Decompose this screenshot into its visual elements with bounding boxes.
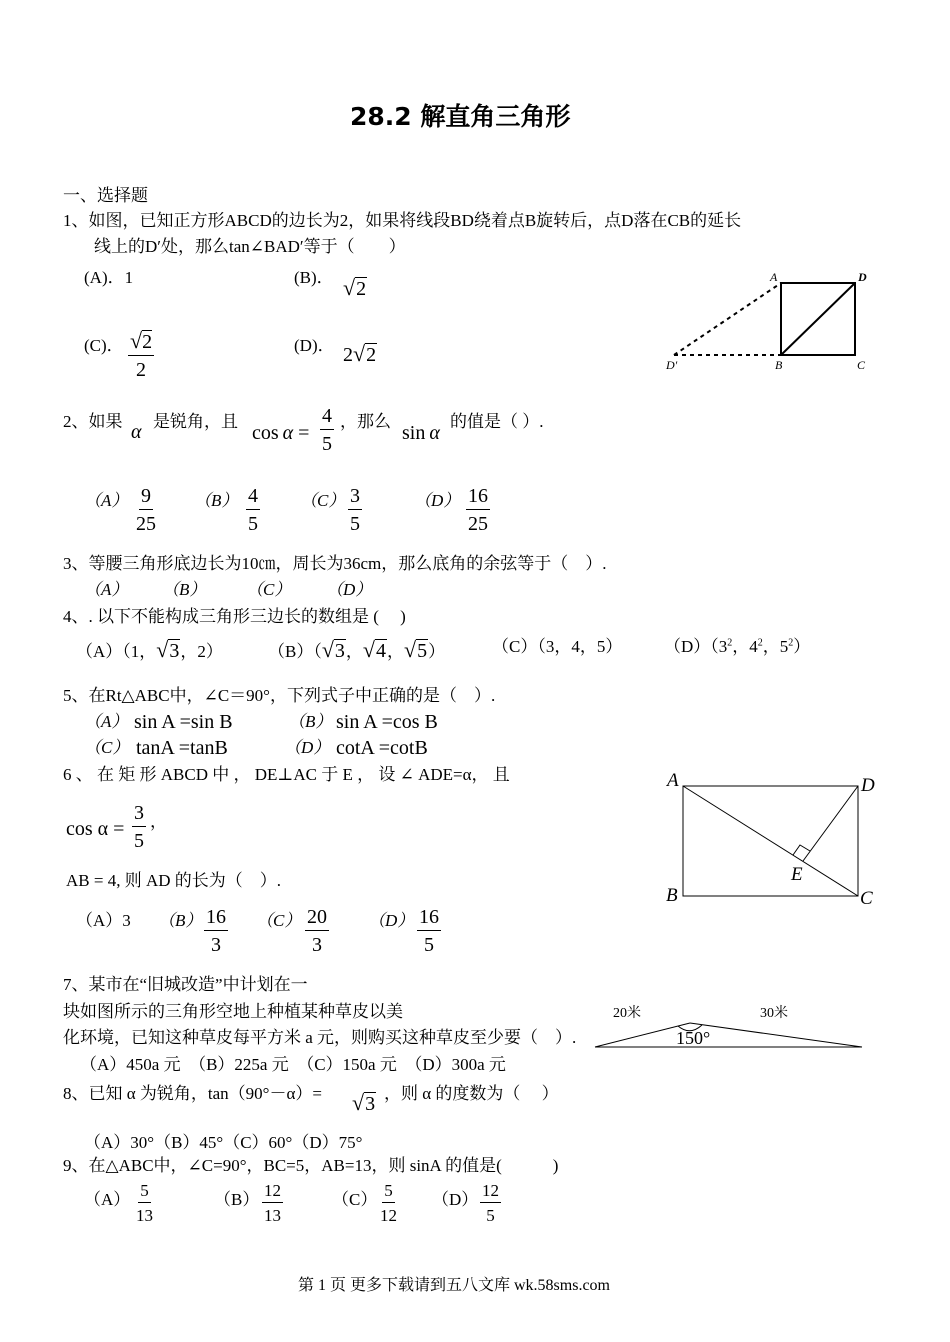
q5-opt-d-label: （D） — [284, 738, 331, 757]
q2-opt-b-label: （B） — [194, 491, 239, 510]
q9-opt-b-frac — [262, 1182, 283, 1224]
q2-opt-a-label: （A） — [84, 491, 129, 510]
q6-opt-c-num: 20 — [305, 907, 329, 931]
q6-opt-d-frac — [417, 907, 441, 955]
q1-option-a: (A)．1 — [84, 268, 134, 287]
q9-opt-b-den: 13 — [264, 1206, 281, 1225]
q9-opt-a-den: 13 — [136, 1206, 153, 1225]
q6-opt-b-label: （B） — [158, 911, 203, 930]
q6-comma: ， — [150, 812, 167, 831]
q1-option-b-label: (B)． — [294, 268, 334, 287]
q9-opt-c-den: 12 — [380, 1206, 397, 1225]
q9-opt-d-label: （D） — [432, 1190, 479, 1209]
diagonal-ac — [683, 786, 858, 896]
q3-opt-b: （B） — [162, 580, 207, 599]
q1-line1: 1、如图，已知正方形ABCD的边长为2，如果将线段BD绕着点B旋转后，点D落在CB的延长 — [63, 211, 742, 230]
q8-options: （A）30°（B）45°（C）60°（D）75° — [84, 1133, 363, 1152]
q6-opt-d-num: 16 — [417, 907, 441, 931]
q2-given-frac — [320, 406, 334, 454]
q8-post: ，则 α 的度数为（ ） — [384, 1084, 559, 1103]
q2-opt-c-label: （C） — [300, 491, 346, 510]
q2-sin-fn: sin — [402, 422, 426, 444]
q4-opt-b: （B）（√3，√4，√5） — [268, 637, 446, 662]
q9-opt-a-label: （A） — [84, 1190, 131, 1209]
dashed-ad-prime — [674, 283, 781, 355]
diagonal-bd — [781, 283, 855, 355]
q2-opt-d-frac — [466, 486, 490, 534]
q2-opt-b-num: 4 — [246, 486, 260, 510]
q6-cos-num: 3 — [132, 803, 146, 827]
q6-opt-d-den: 5 — [424, 934, 434, 956]
q4-text: 4、. 以下不能构成三角形三边长的数组是 ( ) — [63, 607, 406, 626]
q1-option-b-sqrt: √2 — [343, 275, 367, 300]
q4-b-sep2: ， — [387, 642, 404, 661]
page-footer: 第 1 页 更多下载请到五八文库 wk.58sms.com — [298, 1277, 611, 1294]
q2-opt-a-num: 9 — [139, 486, 153, 510]
q4-b-end: ） — [428, 642, 446, 661]
q2-opt-d-num: 16 — [466, 486, 490, 510]
q7-line2: 块如图所示的三角形空地上种植某种草皮以美 — [63, 1002, 403, 1021]
q4-a-pre: （A）（1， — [76, 642, 157, 661]
q5-opt-d-expr: cotA =cotB — [336, 737, 428, 759]
q2-opt-b-frac — [246, 486, 260, 534]
q1-option-d-label: (D)． — [294, 336, 335, 355]
q8-radicand: 3 — [365, 1093, 376, 1115]
section-heading: 一、选择题 — [63, 186, 148, 205]
q6-cos: cos α = — [66, 818, 125, 840]
q3-opt-d: （D） — [326, 580, 373, 599]
q2-cos — [252, 421, 309, 445]
q4-opt-d — [664, 637, 810, 657]
page-title: 28.2 解直角三角形 — [350, 102, 571, 131]
q7-line3: 化环境，已知这种草皮每平方米 a 元，则购买这种草皮至少要（ ）. — [63, 1028, 577, 1047]
q5-opt-b-expr: sin A =cos B — [336, 711, 438, 733]
q7-fig-label-left: 20米 — [613, 1006, 641, 1021]
q8-sqrt: √3 — [352, 1090, 376, 1115]
q6-opt-d-label: （D） — [368, 911, 415, 930]
q7-fig-label-right: 30米 — [760, 1006, 788, 1021]
q4-b-r1: 3 — [334, 640, 345, 662]
q2-sin-alpha: α — [429, 422, 440, 444]
q6-fig-label-a: A — [667, 770, 679, 791]
q4-d-sup3: 2 — [788, 637, 794, 649]
q6-fig-label-e: E — [791, 864, 803, 885]
q1-c-num: 2 — [142, 331, 153, 353]
q2-opt-c-num: 3 — [348, 486, 362, 510]
q2-pre: 2、如果 — [63, 412, 123, 431]
q2-opt-c-den: 5 — [350, 513, 360, 535]
q6-opt-c-den: 3 — [312, 934, 322, 956]
q2-mid: 是锐角，且 — [153, 412, 238, 431]
segment-de — [803, 786, 858, 861]
q3-text: 3、等腰三角形底边长为10㎝，周长为36cm，那么底角的余弦等于（ ）. — [63, 554, 607, 573]
q1-option-d-expr: 2√2 — [343, 341, 377, 366]
q5-opt-c-expr: tanA =tanB — [136, 737, 228, 759]
q2-opt-d-den: 25 — [468, 513, 488, 535]
q1-option-c-label: (C)． — [84, 336, 124, 355]
q4-b-pre: （B）（ — [268, 642, 322, 661]
q1-fig-label-c: C — [857, 358, 866, 372]
q4-d-sup2: 2 — [757, 637, 763, 649]
q9-opt-b-num: 12 — [262, 1182, 283, 1203]
q4-d-pre: （D）（3 — [664, 637, 728, 656]
q9-text: 9、在△ABC中，∠C=90°，BC=5，AB=13，则 sinA 的值是( ) — [63, 1156, 559, 1175]
q1-d-coef: 2 — [343, 344, 353, 366]
q4-opt-a: （A）（1，√3，2） — [76, 637, 223, 662]
q1-square-figure — [662, 268, 882, 378]
q4-d-end: ） — [793, 637, 811, 656]
q6-line1: 6 、 在 矩 形 ABCD 中 ， DE⊥AC 于 E ， 设 ∠ ADE=α， 且 — [63, 765, 510, 784]
q2-comma: ，那么 — [340, 412, 391, 431]
q6-line3: AB = 4, 则 AD 的长为（ ）. — [66, 871, 282, 890]
q1-fig-label-dprime: D' — [666, 358, 678, 372]
q6-fig-label-d: D — [861, 775, 875, 796]
q4-d-mid2: ，5 — [762, 637, 789, 656]
q1-d-radicand: 2 — [366, 344, 377, 366]
q2-post: 的值是（ ）. — [450, 412, 544, 431]
q6-cos-frac — [132, 803, 146, 851]
q4-b-sep1: ， — [345, 642, 363, 661]
q7-line1: 7、某市在“旧城改造”中计划在一 — [63, 975, 308, 994]
q5-opt-c-label: （C） — [84, 738, 130, 757]
q1-line2: 线上的D′处，那么tan∠BAD′等于（ ） — [94, 237, 406, 256]
q2-opt-c-frac — [348, 486, 362, 534]
q9-opt-d-frac — [480, 1182, 501, 1224]
q7-triangle-figure — [590, 1020, 865, 1055]
q1-fig-label-b: B — [775, 358, 783, 372]
q2-cos-alpha: α — [282, 422, 294, 444]
q2-opt-a-den: 25 — [136, 513, 156, 535]
right-angle-mark — [793, 845, 810, 855]
q6-fig-label-b: B — [666, 885, 678, 906]
q9-opt-d-den: 5 — [486, 1206, 495, 1225]
q4-b-r2: 4 — [376, 640, 386, 662]
q6-cos-den: 5 — [134, 830, 144, 852]
q3-opt-a: （A） — [84, 580, 129, 599]
q1-fig-label-a: A — [770, 270, 778, 284]
q2-cos-fn: cos — [252, 422, 279, 444]
q4-a-end: ，2） — [180, 642, 223, 661]
q2-opt-b-den: 5 — [248, 513, 258, 535]
q2-equals: = — [298, 422, 310, 444]
q6-opt-b-num: 16 — [204, 907, 228, 931]
q7-fig-label-angle: 150° — [676, 1028, 711, 1048]
q2-given-den: 5 — [322, 433, 332, 455]
q1-b-radicand: 2 — [356, 278, 367, 300]
q6-opt-c-frac — [305, 907, 329, 955]
q4-d-mid1: ，4 — [732, 637, 758, 656]
q5-opt-a-label: （A） — [84, 712, 129, 731]
q9-opt-a-num: 5 — [138, 1182, 151, 1203]
q9-opt-d-num: 12 — [480, 1182, 501, 1203]
q6-opt-b-frac — [204, 907, 228, 955]
q4-opt-c: （C）（3，4，5） — [492, 637, 623, 656]
side-30m — [690, 1023, 862, 1047]
q1-fig-label-d: D — [858, 270, 867, 284]
q5-opt-a-expr: sin A =sin B — [134, 711, 233, 733]
q1-c-den: 2 — [136, 359, 147, 381]
q2-opt-a-frac — [136, 486, 156, 534]
q5-opt-b-label: （B） — [288, 712, 333, 731]
q4-a-radicand: 3 — [169, 640, 180, 662]
q8-pre: 8、已知 α 为锐角，tan（90°－α）= — [63, 1084, 322, 1103]
q6-opt-c-label: （C） — [256, 911, 302, 930]
q4-d-sup1: 2 — [727, 637, 733, 649]
q7-options: （A）450a 元 （B）225a 元 （C）150a 元 （D）300a 元 — [80, 1055, 506, 1074]
q6-fig-label-c: C — [860, 888, 873, 909]
q1-option-c-frac: $\frac{√2}{2}$ — [130, 328, 153, 381]
q9-opt-a-frac — [136, 1182, 153, 1224]
q2-given-num: 4 — [320, 406, 334, 430]
q9-opt-c-frac — [380, 1182, 397, 1224]
q5-text: 5、在Rt△ABC中，∠C＝90°，下列式子中正确的是（ ）. — [63, 686, 496, 705]
q2-opt-d-label: （D） — [414, 491, 461, 510]
q6-opt-b-den: 3 — [211, 934, 221, 956]
q2-alpha: α — [131, 421, 142, 443]
q2-sin — [402, 421, 440, 445]
q9-opt-c-num: 5 — [382, 1182, 395, 1203]
q6-rectangle-figure — [680, 780, 860, 900]
q6-opt-a: （A）3 — [76, 911, 131, 930]
q4-b-r3: 5 — [417, 640, 428, 662]
q9-opt-c-label: （C） — [332, 1190, 378, 1209]
q3-opt-c: （C） — [246, 580, 292, 599]
q9-opt-b-label: （B） — [214, 1190, 260, 1209]
